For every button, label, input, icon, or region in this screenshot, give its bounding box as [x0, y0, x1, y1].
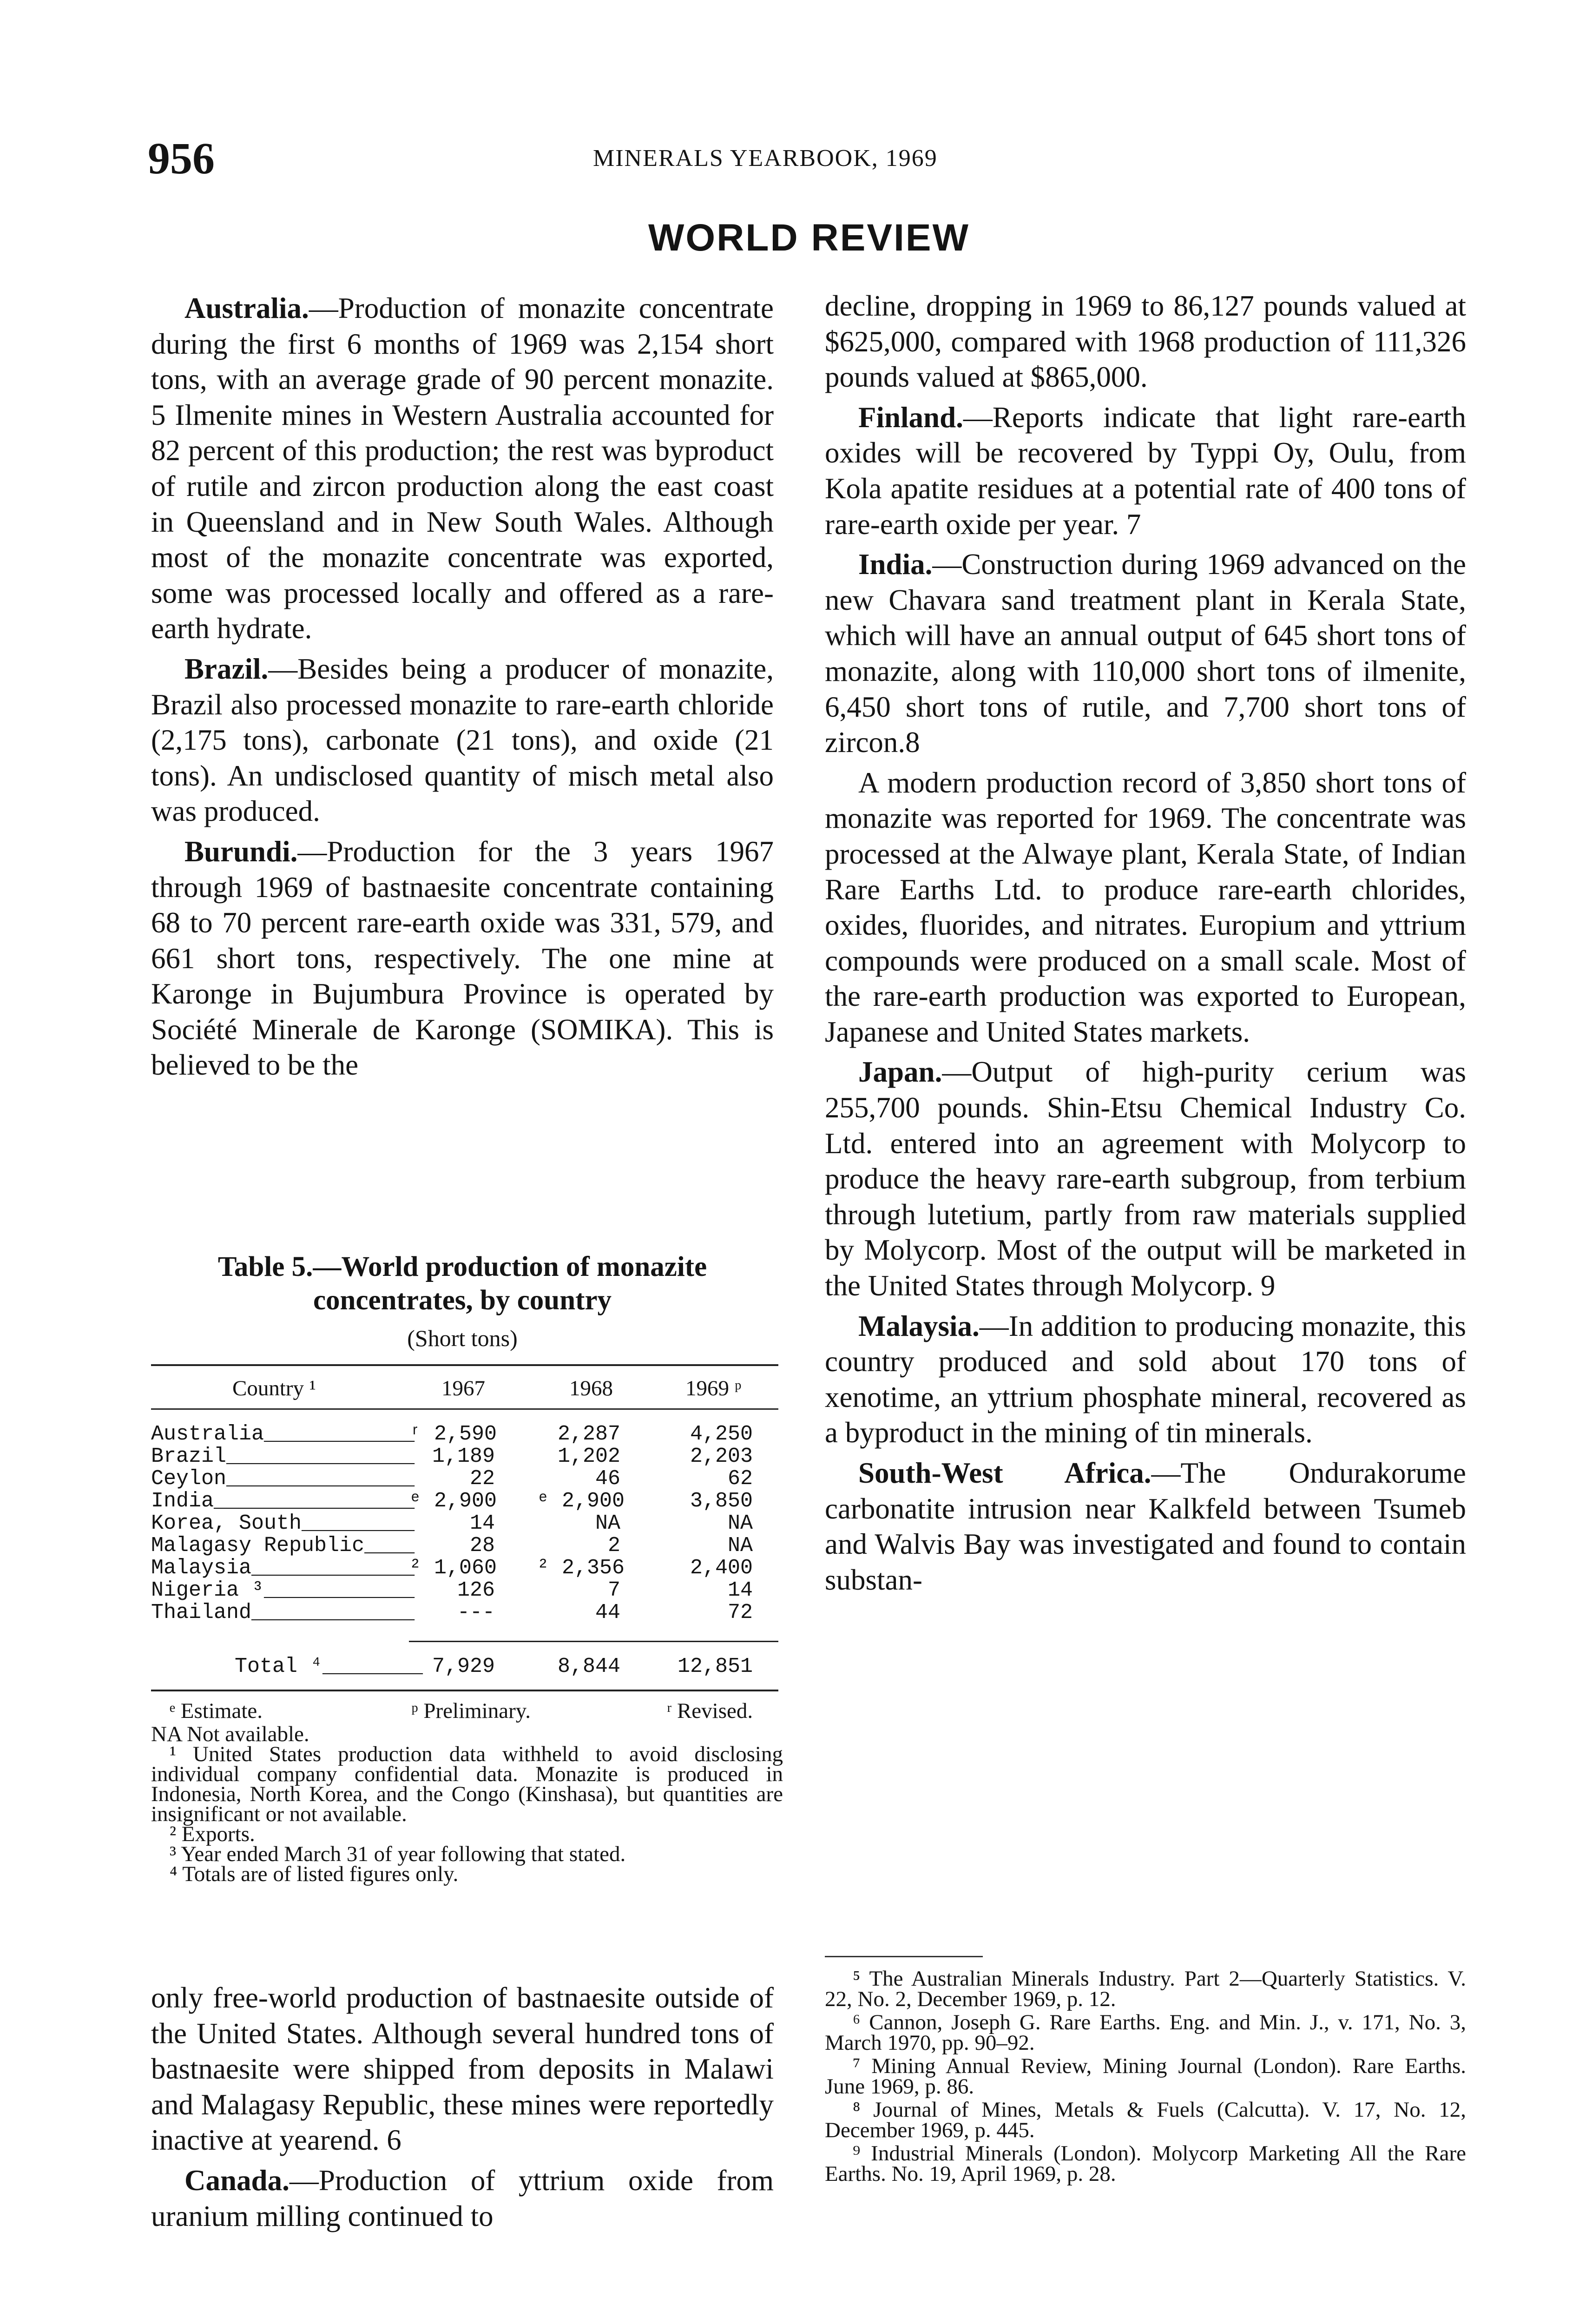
- note-1: ¹ United States production data withheld to avoid disclosing individual company confidential data. Monazite is produced in Indonesia, North Korea, and the Congo (Kinshasa), but quantities are insignificant or not available.: [151, 1742, 783, 1826]
- table-title: Table 5.—World production of monazite concentrates, by country: [217, 1251, 707, 1316]
- header-country: Country ¹: [232, 1376, 316, 1400]
- footnotes: [825, 1968, 1466, 2187]
- legend-estimate: ᵉ Estimate.: [170, 1699, 263, 1723]
- footnote-8: ⁸ Journal of Mines, Metals & Fuels (Calcutta). V. 17, No. 12, December 1969, p. 445.: [825, 2098, 1466, 2142]
- text-japan: —Output of high-purity cerium was 255,700 pounds. Shin-Etsu Chemical Industry Co. Ltd. entered into an agreement with Molycorp to produce the heavy rare-earth subgroup, from terbium through lutetium, partly from raw materials supplied by Molycorp. Most of the output will be marketed in the United States through Molycorp. 9: [825, 1056, 1466, 1302]
- paragraph-malaysia: [825, 1308, 1466, 1451]
- table-top-rule: [151, 1364, 778, 1366]
- paragraph-south-west-africa: [825, 1455, 1466, 1598]
- paragraph-finland: [825, 400, 1466, 542]
- left-column-bottom: [151, 1980, 774, 2238]
- footnote-separator: [825, 1956, 983, 1957]
- text-bastnaesite: only free-world production of bastnaesite outside of the United States. Although several hundred tons of bastnaesite were shipped from deposits in Malawi and Malagasy Republic, these mines were reportedly inactive at yearend. 6: [151, 1981, 774, 2157]
- text-canada-cont: decline, dropping in 1969 to 86,127 pounds valued at $625,000, compared with 1968 production of 111,326 pounds valued at $865,000.: [825, 290, 1466, 394]
- table-row: Ceylon_______________ 22 46 62: [151, 1467, 753, 1491]
- note-na: NA Not available.: [151, 1722, 309, 1746]
- text-australia: —Production of monazite concentrate during the first 6 months of 1969 was 2,154 short tons, with an average grade of 90 percent monazite. 5 Ilmenite mines in Western Australia accounted for 82 percent of this production; the rest was byproduct of rutile and zircon production along the east coast in Queensland and in New South Wales. Although most of the monazite concentrate was exported, some was processed locally and offered as a rare-earth hydrate.: [151, 292, 774, 645]
- table-row: Korea, South_________ 14 NA NA: [151, 1512, 753, 1535]
- lead-india: India.: [858, 548, 933, 581]
- lead-canada: Canada.: [184, 2164, 289, 2197]
- lead-brazil: Brazil.: [184, 652, 269, 685]
- table-body: [151, 1422, 778, 1623]
- paragraph-india-2: [825, 765, 1466, 1050]
- paragraph-brazil: [151, 651, 774, 829]
- lead-australia: Australia.: [184, 292, 309, 324]
- footnote-5: ⁵ The Australian Minerals Industry. Part 2—Quarterly Statistics. V. 22, No. 2, December 1969, p. 12.: [825, 1967, 1466, 2011]
- table-row: Thailand_____________ --- 44 72: [151, 1601, 753, 1624]
- lead-malaysia: Malaysia.: [858, 1309, 980, 1342]
- running-title: MINERALS YEARBOOK, 1969: [593, 145, 938, 172]
- paragraph-canada-cont: [825, 288, 1466, 395]
- text-malaysia: —In addition to producing monazite, this country produced and sold about 170 tons of xenotime, an yttrium phosphate mineral, recovered as a byproduct in the mining of tin minerals.: [825, 1309, 1466, 1449]
- table-total-row: [151, 1655, 778, 1677]
- text-canada: —Production of yttrium oxide from uranium milling continued to: [151, 2164, 774, 2232]
- right-column: [825, 288, 1466, 1602]
- legend-revised: ʳ Revised.: [667, 1699, 753, 1723]
- legend-preliminary: ᵖ Preliminary.: [411, 1699, 531, 1723]
- table-total-rule: [409, 1641, 778, 1642]
- lead-japan: Japan.: [858, 1056, 942, 1089]
- paragraph-burundi: [151, 834, 774, 1083]
- footnote-7: ⁷ Mining Annual Review, Mining Journal (London). Rare Earths. June 1969, p. 86.: [825, 2054, 1466, 2099]
- paragraph-bastnaesite: [151, 1980, 774, 2158]
- footnote-9: ⁹ Industrial Minerals (London). Molycorp Marketing All the Rare Earths. No. 19, April 1969, p. 28.: [825, 2141, 1466, 2186]
- text-brazil: —Besides being a producer of monazite, Brazil also processed monazite to rare-earth chloride (2,175 tons), carbonate (21 tons), and oxide (21 tons). An undisclosed quantity of misch metal also was produced.: [151, 652, 774, 828]
- note-3: ³ Year ended March 31 of year following that stated.: [170, 1842, 626, 1866]
- lead-burundi: Burundi.: [184, 835, 298, 868]
- text-finland: —Reports indicate that light rare-earth oxides will be recovered by Typpi Oy, Oulu, from Kola apatite residues at a potential rate of 400 tons of rare-earth oxide per year. 7: [825, 401, 1466, 541]
- lead-south-west-africa: South-West Africa.: [858, 1457, 1151, 1489]
- left-column-top: [151, 290, 774, 1088]
- table-row: Brazil_______________ 1,189 1,202 2,203: [151, 1445, 753, 1468]
- header-1968: 1968: [569, 1376, 613, 1400]
- table-row: Malagasy Republic____ 28 2 NA: [151, 1534, 753, 1558]
- footnote-6: ⁶ Cannon, Joseph G. Rare Earths. Eng. and Min. J., v. 171, No. 3, March 1970, pp. 90–92.: [825, 2010, 1466, 2055]
- table-row: India________________ ᵉ 2,900 ᵉ 2,900 3,850: [151, 1489, 753, 1513]
- note-4: ⁴ Totals are of listed figures only.: [170, 1862, 459, 1886]
- table-header-rule: [151, 1408, 778, 1410]
- table-row: Nigeria ³____________ 126 7 14: [151, 1578, 753, 1602]
- text-india-2: A modern production record of 3,850 short tons of monazite was reported for 1969. The concentrate was processed at the Alwaye plant, Kerala State, of Indian Rare Earths Ltd. to produce rare-earth chlorides, oxides, fluorides, and nitrates. Europium and yttrium compounds were produced on a small scale. Most of the rare-earth production was exported to European, Japanese and United States markets.: [825, 766, 1466, 1048]
- header-1969: 1969 ᵖ: [685, 1376, 742, 1400]
- lead-finland: Finland.: [858, 401, 963, 434]
- table-notes: [151, 1724, 783, 1884]
- table-row-total: Total ⁴________ 7,929 8,844 12,851: [235, 1655, 753, 1678]
- table-bottom-rule: [151, 1690, 778, 1691]
- header-1967: 1967: [441, 1376, 485, 1400]
- paragraph-india: [825, 547, 1466, 760]
- paragraph-australia: [151, 290, 774, 647]
- note-2: ² Exports.: [170, 1822, 255, 1846]
- table-units: (Short tons): [407, 1325, 518, 1351]
- table-row: Malaysia_____________ ² 1,060 ² 2,356 2,400: [151, 1556, 753, 1580]
- text-burundi: —Production for the 3 years 1967 through 1969 of bastnaesite concentrate containing 68 to 70 percent rare-earth oxide was 331, 579, and 661 short tons, respectively. The one mine at Karonge in Bujumbura Province is operated by Société Minerale de Karonge (SOMIKA). This is believed to be the: [151, 835, 774, 1082]
- section-title: WORLD REVIEW: [648, 217, 970, 259]
- paragraph-canada: [151, 2163, 774, 2234]
- table-row: Australia____________ ʳ 2,590 2,287 4,250: [151, 1422, 753, 1446]
- text-south-west-africa: —The Ondurakorume carbonatite intrusion near Kalkfeld between Tsumeb and Walvis Bay was investigated and found to contain substan-: [825, 1457, 1466, 1596]
- page-number: 956: [148, 133, 215, 183]
- text-india: —Construction during 1969 advanced on the new Chavara sand treatment plant in Kerala State, which will have an annual output of 645 short tons of monazite, along with 110,000 short tons of ilmenite, 6,450 short tons of rutile, and 7,700 short tons of zircon.8: [825, 548, 1466, 759]
- paragraph-japan: [825, 1054, 1466, 1303]
